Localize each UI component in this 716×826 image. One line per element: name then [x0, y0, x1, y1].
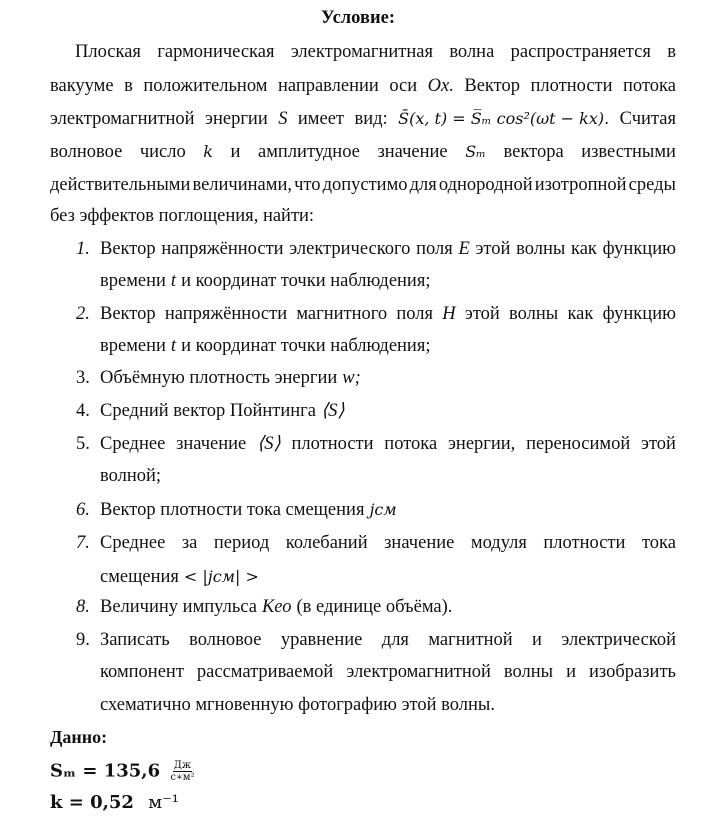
- text-segment: Kео: [261, 597, 292, 617]
- text-segment: волны: [509, 304, 559, 324]
- text-segment: известными: [581, 142, 676, 162]
- list-number: 9.: [76, 630, 90, 650]
- text-segment: как: [567, 304, 594, 324]
- text-segment: Записать: [100, 630, 170, 650]
- text-segment: действительными: [50, 175, 191, 195]
- sm-value: Sₘ = 135,6: [50, 760, 161, 782]
- text-segment: функцию: [602, 304, 676, 324]
- text-line: [100, 565, 676, 589]
- text-segment: времени: [100, 336, 166, 356]
- text-line: [100, 498, 676, 522]
- list-number: 6.: [76, 500, 90, 520]
- text-segment: уравнение: [280, 630, 363, 650]
- text-segment: оси: [389, 76, 418, 96]
- text-segment: потока: [384, 434, 438, 454]
- text-segment: амплитудное: [258, 142, 360, 162]
- text-line: [100, 628, 676, 652]
- text-segment: за: [181, 533, 198, 553]
- text-segment: t: [170, 336, 177, 356]
- text-segment: Средний вектор Пойнтинга: [100, 401, 316, 421]
- text-line: [100, 302, 676, 326]
- text-segment: значение: [176, 434, 247, 454]
- text-segment: плотности: [543, 533, 626, 553]
- text-line: [100, 334, 676, 358]
- text-segment: поля: [416, 239, 453, 259]
- text-segment: в: [667, 42, 676, 62]
- text-segment: направлении: [277, 76, 379, 96]
- text-segment: переносимой: [526, 434, 631, 454]
- text-line: [100, 237, 676, 261]
- text-segment: в: [124, 76, 133, 96]
- text-segment: jсм: [369, 500, 397, 519]
- sm-unit: [170, 760, 194, 783]
- text-line: [100, 366, 676, 390]
- text-segment: магнитной: [428, 630, 513, 650]
- text-segment: волны: [516, 239, 566, 259]
- k-unit: м⁻¹: [148, 792, 179, 813]
- text-segment: изобразить: [589, 662, 676, 682]
- text-segment: плотности: [530, 76, 613, 96]
- text-segment: колебаний: [285, 533, 368, 553]
- text-segment: электрического: [289, 239, 411, 259]
- text-segment: этой: [475, 239, 511, 259]
- text-segment: Величину импульса: [100, 597, 257, 617]
- text-line: [100, 432, 676, 456]
- text-segment: Среднее: [100, 533, 166, 553]
- text-segment: значение: [384, 533, 455, 553]
- text-segment: среды: [628, 175, 676, 195]
- text-line: [50, 173, 676, 197]
- text-segment: допустимо: [322, 175, 408, 195]
- text-segment: без эффектов поглощения, найти:: [50, 206, 315, 226]
- text-segment: гармоническая: [157, 42, 275, 62]
- text-line: [100, 269, 676, 293]
- text-segment: Вектор плотности тока смещения: [100, 500, 365, 520]
- text-segment: компонент: [100, 662, 184, 682]
- text-line: [100, 595, 676, 619]
- unit-numerator: Дж: [173, 760, 192, 771]
- text-segment: напряжённости: [164, 304, 288, 324]
- text-line: [75, 40, 676, 64]
- list-number: 3.: [76, 368, 90, 388]
- text-segment: изотропной: [534, 175, 627, 195]
- text-segment: Вектор: [100, 304, 156, 324]
- list-number: 1.: [76, 239, 90, 259]
- text-segment: число: [139, 142, 186, 162]
- text-segment: функцию: [602, 239, 676, 259]
- text-segment: распространяется: [510, 42, 651, 62]
- section-title: Условие:: [321, 8, 395, 28]
- list-number: 5.: [76, 434, 90, 454]
- text-segment: для: [381, 630, 409, 650]
- text-line: [100, 531, 676, 555]
- text-line: [50, 107, 676, 131]
- text-segment: имеет: [297, 109, 345, 129]
- text-segment: ⟨S⟩: [320, 401, 345, 421]
- text-segment: волны: [503, 662, 554, 682]
- text-line: [100, 660, 676, 684]
- text-segment: S̄(x, t) = S̅ₘ cos²(ωt − kx).: [398, 109, 610, 128]
- text-segment: потока: [623, 76, 676, 96]
- text-segment: Считая: [619, 109, 676, 129]
- text-line: [50, 204, 676, 228]
- text-segment: Среднее: [100, 434, 166, 454]
- text-segment: этой: [641, 434, 676, 454]
- text-segment: электромагнитной: [50, 109, 195, 129]
- text-segment: величинами,: [192, 175, 292, 195]
- text-segment: Вектор: [100, 239, 156, 259]
- text-line: [50, 74, 676, 98]
- list-number: 4.: [76, 401, 90, 421]
- text-segment: волновое: [50, 142, 123, 162]
- text-segment: E: [458, 239, 470, 259]
- text-segment: электрической: [561, 630, 676, 650]
- text-segment: смещения: [100, 567, 179, 587]
- text-segment: и: [566, 662, 577, 682]
- text-segment: поля: [396, 304, 434, 324]
- text-segment: тока: [641, 533, 676, 553]
- text-segment: плотности: [291, 434, 374, 454]
- text-line: [100, 693, 676, 717]
- text-segment: магнитного: [296, 304, 388, 324]
- text-segment: S: [278, 109, 288, 129]
- given-heading: Данно:: [50, 727, 108, 747]
- text-segment: Плоская: [75, 42, 141, 62]
- text-segment: вектора: [503, 142, 564, 162]
- text-segment: модуля: [470, 533, 527, 553]
- text-segment: положительном: [143, 76, 268, 96]
- text-segment: электромагнитной: [346, 662, 491, 682]
- list-number: 8.: [76, 597, 90, 617]
- text-segment: и: [230, 142, 241, 162]
- text-segment: и координат точки наблюдения;: [181, 336, 431, 356]
- text-segment: рассматриваемой: [196, 662, 334, 682]
- text-segment: Вектор: [464, 76, 520, 96]
- text-segment: H: [442, 304, 456, 324]
- text-segment: электромагнитная: [290, 42, 433, 62]
- text-segment: волна: [449, 42, 495, 62]
- text-line: [100, 399, 676, 423]
- text-segment: и: [532, 630, 542, 650]
- text-segment: как: [571, 239, 597, 259]
- text-segment: что: [294, 175, 321, 195]
- text-segment: t: [170, 271, 177, 291]
- k-value: k = 0,52: [50, 792, 134, 813]
- text-segment: вакууме: [50, 76, 114, 96]
- text-segment: вид:: [354, 109, 388, 129]
- given-k: [50, 792, 179, 813]
- text-segment: волной;: [100, 466, 162, 486]
- list-number: 2.: [76, 304, 90, 324]
- text-segment: энергии,: [447, 434, 516, 454]
- text-line: [50, 140, 676, 164]
- unit-denominator: с∗м²: [170, 772, 195, 783]
- text-segment: этой: [464, 304, 500, 324]
- text-segment: схематично мгновенную фотографию этой волны.: [100, 695, 495, 715]
- text-segment: < |jсм| >: [183, 567, 259, 586]
- text-segment: w;: [342, 368, 361, 388]
- text-segment: волновое: [189, 630, 262, 650]
- text-segment: для: [409, 175, 437, 195]
- given-sm: [50, 760, 195, 783]
- list-number: 7.: [76, 533, 90, 553]
- text-segment: ⟨S⟩: [257, 434, 281, 454]
- text-segment: времени: [100, 271, 166, 291]
- text-segment: Ox.: [427, 76, 454, 96]
- text-segment: k: [203, 142, 213, 161]
- text-segment: Sₘ: [465, 142, 486, 161]
- text-segment: однородной: [438, 175, 533, 195]
- text-line: [100, 464, 676, 488]
- text-segment: напряжённости: [161, 239, 284, 259]
- text-segment: (в единице объёма).: [296, 597, 453, 617]
- text-segment: период: [213, 533, 270, 553]
- text-segment: и координат точки наблюдения;: [181, 271, 431, 291]
- text-segment: энергии: [205, 109, 268, 129]
- text-segment: значение: [377, 142, 448, 162]
- text-segment: Объёмную плотность энергии: [100, 368, 338, 388]
